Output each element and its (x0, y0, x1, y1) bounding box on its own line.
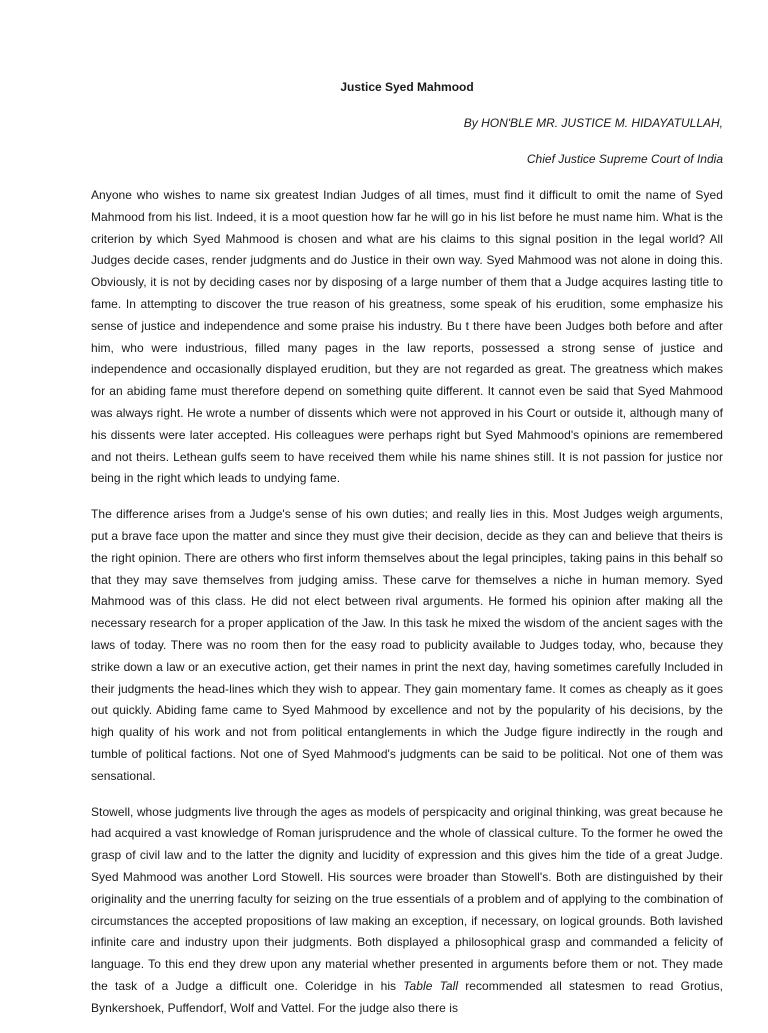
paragraph (91, 802, 723, 1020)
document-body (91, 185, 723, 1033)
paragraph-text: recommended all statesmen to read Grotius, Bynkershoek, Puffendorf, Wolf and Vattel. For the judge also there is (91, 978, 724, 1015)
paragraph: The difference arises from a Judge's sense of his own duties; and really lies in this. Most Judges weigh arguments, put a brave face upon the matter and since they must give their decision, decide as they can and believe that theirs is the right opinion. There are others who first inform themselves about the legal principles, taking pains in this behalf so that they may save themselves from judging amiss. These carve for themselves a niche in human memory. Syed Mahmood was of this class. He did not elect between rival arguments. He formed his opinion after making all the necessary research for a proper application of the Jaw. In this task he mixed the wisdom of the ancient sages with the laws of today. There was no room then for the easy road to publicity available to Judges today, who, because they strike down a law or an executive action, get their names in print the next day, having sometimes carefully Included in their judgments the head-lines which they wish to appear. They gain momentary fame. It comes as cheaply as it goes out quickly. Abiding fame came to Syed Mahmood by excellence and not by the popularity of his decisions, by the high quality of his work and not from political entanglements in which the Judge figure indirectly in the rough and tumble of political factions. Not one of Syed Mahmood's judgments can be said to be political. Not one of them was sensational. (91, 507, 723, 783)
document-title: Justice Syed Mahmood (340, 80, 474, 94)
paragraph-text: Stowell, whose judgments live through the ages as models of perspicacity and original thinking, was great because he had acquired a vast knowledge of Roman jurisprudence and the whole of classical culture. To the former he owed the grasp of civil law and to the latter the dignity and lucidity of expression and this gives him the tide of a great Judge. Syed Mahmood was another Lord Stowell. His sources were broader than Stowell's. Both are distinguished by their originality and the unerring faculty for seizing on the true essentials of a problem and of applying to the combination of circumstances the accepted propositions of law making an exception, if necessary, on logical grounds. Both lavished infinite care and industry upon their judgments. Both displayed a philosophical grasp and commanded a felicity of language. To this end they drew upon any material whether presented in arguments before them or not. They made the task of a Judge a difficult one. Coleridge in his (91, 804, 723, 993)
paragraph: Anyone who wishes to name six greatest Indian Judges of all times, must find it difficult to omit the name of Syed Mahmood from his list. Indeed, it is a moot question how far he will go in his list before he must name him. What is the criterion by which Syed Mahmood is chosen and what are his claims to this signal position in the legal world? All Judges decide cases, render judgments and do Justice in their own way. Syed Mahmood was not alone in doing this. Obviously, it is not by deciding cases nor by disposing of a large number of them that a Judge acquires lasting title to fame. In attempting to discover the true reason of his greatness, some speak of his erudition, some emphasize his sense of justice and independence and some praise his industry. Bu t there have been Judges both before and after him, who were industrious, filled many pages in the law reports, possessed a strong sense of justice and independence and occasionally displayed erudition, but they are not regarded as great. The greatness which makes for an abiding fame must therefore depend on something quite different. It cannot even be said that Syed Mahmood was always right. He wrote a number of dissents which were not approved in his Court or outside it, although many of his dissents were later accepted. His colleagues were perhaps right but Syed Mahmood's opinions are remembered and not theirs. Lethean gulfs seem to have received them while his name shines still. It is not passion for justice nor being in the right which leads to undying fame. (91, 188, 723, 486)
author-affiliation: Chief Justice Supreme Court of India (526, 152, 723, 166)
book-title-italic: Table Tall (403, 978, 459, 993)
author-byline: By HON'BLE MR. JUSTICE M. HIDAYATULLAH, (463, 116, 723, 130)
